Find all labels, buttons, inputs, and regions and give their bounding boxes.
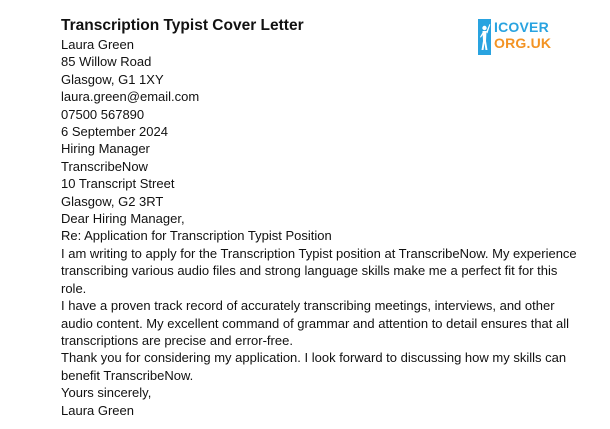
sender-address-line-1: 85 Willow Road (61, 54, 152, 70)
sender-address-line-2: Glasgow, G1 1XY (61, 71, 164, 87)
logo-line-2: ORG.UK (494, 35, 552, 51)
sender-phone: 07500 567890 (61, 106, 145, 122)
closing: Yours sincerely, (61, 385, 152, 401)
sender-name: Laura Green (61, 37, 134, 52)
icover-logo (478, 19, 552, 59)
letter-date: 6 September 2024 (61, 124, 168, 140)
body-paragraph-1: I am writing to apply for the Transcription Typist position at TranscribeNow. My experience transcribing various audio files and strong language skills make me a perfect fit for this role. (61, 245, 577, 296)
cover-letter (61, 16, 601, 419)
logo-line-1: ICOVER (494, 19, 549, 35)
person-raising-arm-icon (478, 19, 491, 55)
salutation: Dear Hiring Manager, (61, 211, 185, 227)
recipient-title: Hiring Manager (61, 141, 150, 157)
body-paragraph-2: I have a proven track record of accurately transcribing meetings, interviews, and other audio content. My excellent command of grammar and attention to detail ensures that all transcriptions are precise and error-free. (61, 298, 570, 348)
signature: Laura Green (61, 402, 134, 418)
letter-title: Transcription Typist Cover Letter (61, 17, 304, 34)
recipient-address-line-2: Glasgow, G2 3RT (61, 193, 164, 209)
subject-line: Re: Application for Transcription Typist Position (61, 228, 332, 244)
sender-email: laura.green@email.com (61, 89, 200, 105)
recipient-company: TranscribeNow (61, 158, 148, 174)
logo-wordmark (494, 19, 551, 51)
body-paragraph-3: Thank you for considering my application. I look forward to discussing how my skills can benefit TranscribeNow. (61, 350, 567, 383)
recipient-address-line-1: 10 Transcript Street (61, 176, 175, 192)
